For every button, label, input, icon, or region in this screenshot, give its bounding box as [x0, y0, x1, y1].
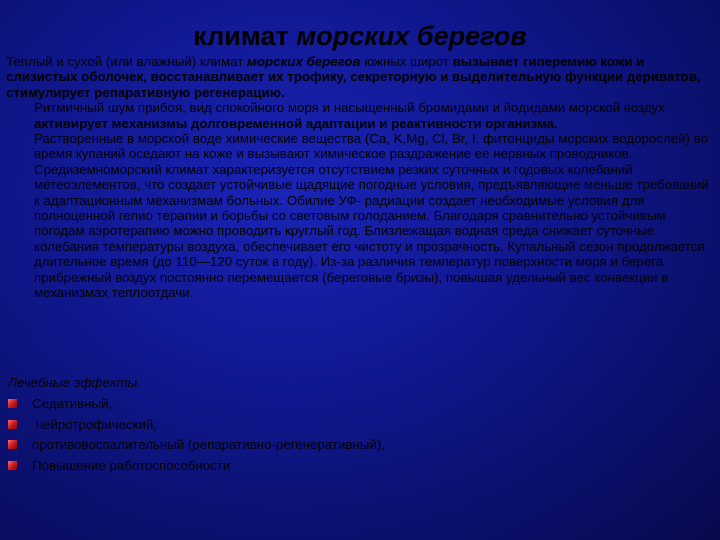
list-item [8, 456, 708, 477]
effects-section [8, 374, 708, 476]
list-item [8, 435, 708, 456]
intro-s3: южных широт [360, 54, 453, 69]
intro-s7: Растворенные в морской воде химические вещества (Ca, K,Mg, Cl, Br, I, фитонциды морских водорослей) во время купаний оседают на коже и вызывают химическое раздражение ее нервных проводников. Средиземноморский климат характеризуется отсутствием резких суточных и годовых колебаний метеоэлементов, что создает устойчивые щадящие погодные условия, предъявляющие меньше требований к адаптационным механизмам больных. Обилие УФ- радиации создает необходимые условия для полноценной гелио терапии и борьбы со световым голоданием. Благодаря сравнительно устойчивым погодам аэротерапию можно проводить круглый год. Близлежащая водная среда снижает суточные колебания температуры воздуха, обеспечивает его чистоту и прозрачность. Купальный сезон продолжается длительное время (до 110—120 суток в году). Из-за различия температур поверхности моря и берега прибрежный воздух постоянно перемещается (береговые бризы), повышая удельный вес конвекции в механизмах теплоотдачи. [34, 131, 709, 301]
square-bullet-icon [8, 420, 17, 429]
intro-paragraph [6, 54, 714, 100]
effects-title: Лечебные эффекты. [8, 375, 141, 390]
title-italic: морских берегов [296, 21, 527, 51]
list-item-text: противовоспалительный (репаративно-регенеративный), [32, 437, 385, 452]
effects-list [8, 394, 708, 476]
intro-s6: активирует механизмы долговременной адаптации и реактивности организма. [34, 115, 558, 131]
list-item [8, 394, 708, 415]
body-text [6, 54, 714, 301]
list-item-text: Седативный, [32, 396, 113, 411]
square-bullet-icon [8, 399, 17, 408]
intro-s2: морских берегов [247, 54, 361, 69]
intro-s1: Теплый и сухой (или влажный) климат [6, 54, 248, 69]
intro-s4: вызывает гиперемию кожи и слизистых оболочек, восстанавливает их трофику, секреторную и выделительную функции дериватов, стимулирует репаративную регенерацию. [6, 54, 701, 100]
list-item-text: Повышение работоспособности [32, 457, 231, 473]
indent-paragraph [6, 100, 714, 300]
square-bullet-icon [8, 461, 17, 470]
list-item-text: нейротрофический, [32, 416, 157, 432]
square-bullet-icon [8, 440, 17, 449]
slide-title [0, 20, 720, 52]
list-item [8, 415, 708, 436]
intro-s5: Ритмичный шум прибоя, вид спокойного моря и насыщенный бромидами и йодидами морской воздух [34, 100, 665, 116]
title-main: климат [193, 21, 289, 51]
